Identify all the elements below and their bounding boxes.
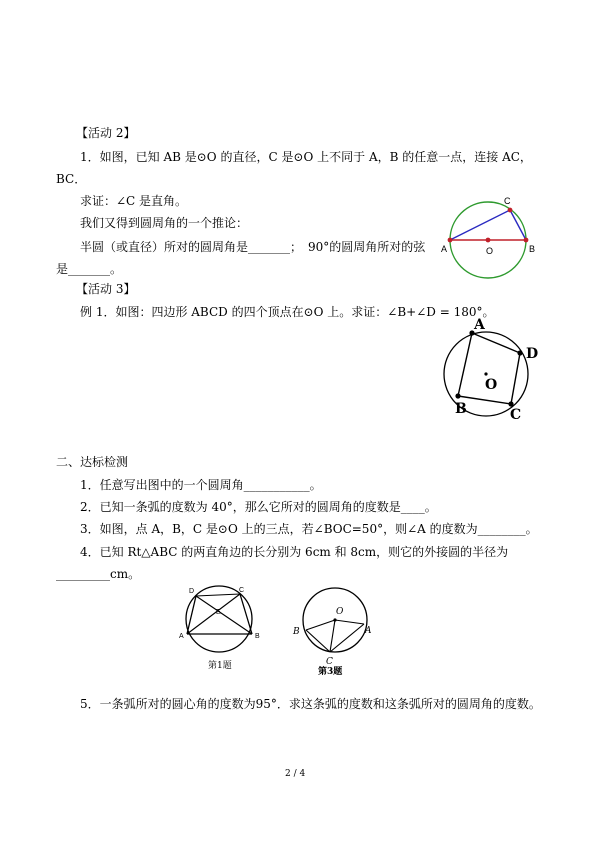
label-b: B (455, 401, 467, 417)
section2-q4-line1: 4．已知 Rt△ABC 的两直角边的长分别为 6cm 和 8cm，则它的外接圆的半径为 (80, 545, 509, 559)
activity2-heading: 【活动 2】 (76, 126, 136, 140)
point-o (484, 372, 487, 375)
section2-q2: 2．已知一条弧的度数为 40°，那么它所对的圆周角的度数是____。 (80, 500, 437, 514)
label-d: D (189, 588, 195, 595)
page-number: 2 / 4 (285, 769, 306, 779)
activity3-heading: 【活动 3】 (76, 282, 136, 296)
label-o: O (336, 607, 344, 617)
activity2-corollary-line1: 半圆（或直径）所对的圆周角是_______； 90°的圆周角所对的弦 (80, 240, 426, 254)
label-e: E (216, 609, 221, 616)
activity2-corollary-line2: 是_______。 (56, 262, 123, 276)
section2-q4-line2: _________cm。 (56, 567, 141, 581)
label-a: A (474, 317, 485, 333)
label-b: B (529, 244, 536, 254)
point-a (448, 238, 453, 243)
label-b: B (255, 633, 260, 640)
section2-q5: 5．一条弧所对的圆心角的度数为95°．求这条弧的度数和这条弧所对的圆周角的度数。 (80, 697, 541, 711)
label-o: O (485, 377, 498, 393)
label-c: C (326, 657, 333, 667)
caption-question3: 第3题 (318, 667, 343, 676)
caption-question1: 第1题 (208, 661, 232, 671)
activity2-corollary-intro: 我们又得到圆周角的一个推论： (80, 216, 249, 230)
segment-ac (330, 624, 364, 652)
section2-heading: 二、达标检测 (56, 455, 129, 469)
point-b (455, 393, 460, 398)
label-c: C (504, 196, 511, 206)
label-d: D (526, 346, 539, 362)
label-c: C (239, 587, 245, 594)
point-o (486, 238, 491, 243)
activity2-q1-line1: 1．如图，已知 AB 是⊙O 的直径，C 是⊙O 上不同于 A，B 的任意一点，连接 AC， (80, 150, 532, 164)
segment-ob (306, 620, 335, 630)
segment-oa (335, 620, 364, 624)
figure-diameter-circle (440, 192, 550, 288)
circle (186, 586, 252, 652)
point-b (524, 238, 529, 243)
segment-bd (196, 596, 252, 634)
point-o (333, 618, 336, 621)
label-a: A (441, 244, 448, 254)
label-o: O (486, 246, 494, 256)
point-d (517, 350, 522, 355)
section2-q1: 1．任意写出图中的一个圆周角___________。 (80, 478, 322, 492)
segment-dc (196, 594, 240, 596)
activity2-q1-line2: BC． (56, 172, 87, 186)
figure-question1 (176, 584, 266, 674)
label-c: C (510, 407, 522, 423)
segment-bc (306, 630, 330, 652)
segment-oc (330, 620, 335, 652)
section2-q3: 3．如图，点 A，B，C 是⊙O 上的三点，若∠BOC=50°，则∠A 的度数为________。 (80, 522, 538, 536)
point-c (508, 401, 513, 406)
activity2-prove: 求证：∠C 是直角。 (80, 194, 188, 208)
point-c (508, 208, 513, 213)
activity3-example: 例 1．如图：四边形 ABCD 的四个顶点在⊙O 上。求证：∠B+∠D = 180°。 (80, 305, 495, 319)
label-b: B (293, 627, 300, 637)
quadrilateral-abcd (458, 333, 520, 404)
label-a: A (179, 633, 184, 640)
label-a: A (365, 626, 372, 636)
figure-cyclic-quadrilateral (436, 316, 546, 426)
figure-question3 (290, 580, 380, 676)
